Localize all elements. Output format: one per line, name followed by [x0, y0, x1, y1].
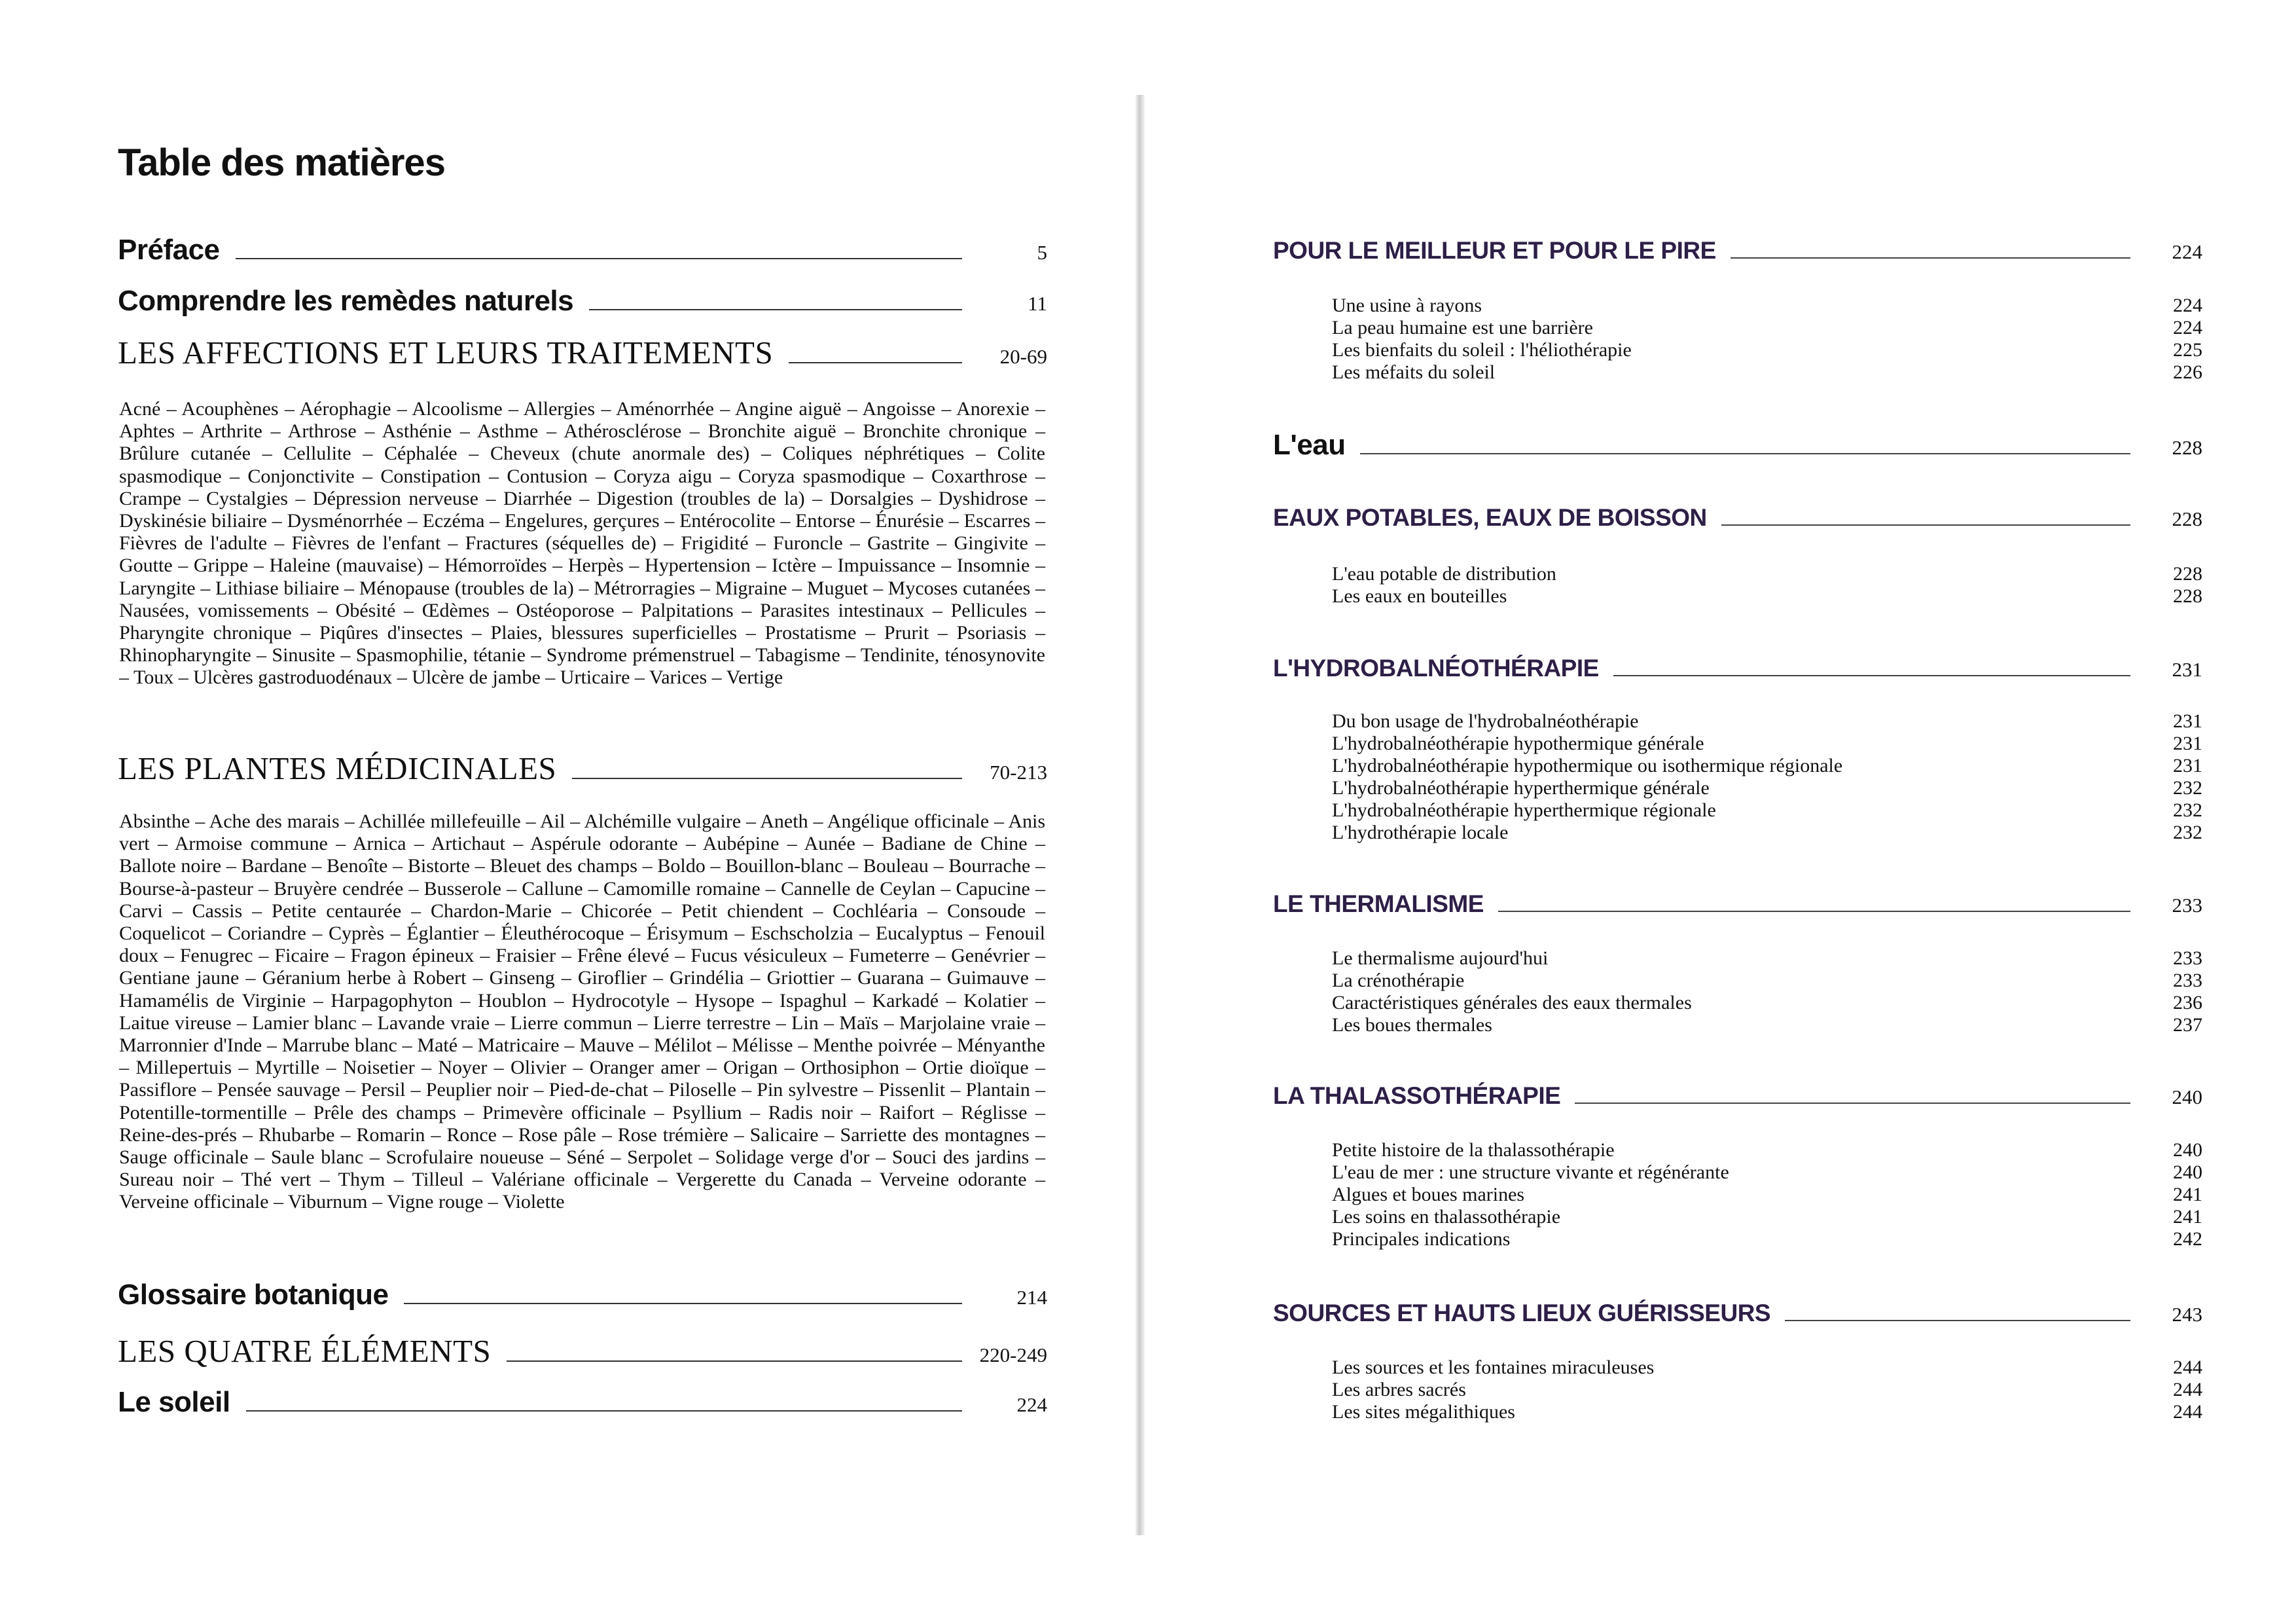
entry-label: Le soleil [118, 1386, 230, 1418]
entry-label: LES QUATRE ÉLÉMENTS [118, 1333, 492, 1369]
section-page: 243 [2172, 1303, 2202, 1326]
section-thermalisme[interactable] [1273, 890, 2202, 918]
section-page: 231 [2172, 658, 2202, 681]
list-item[interactable]: Les sources et les fontaines miraculeuses 244 [1332, 1357, 2202, 1378]
toc-entry-quatre-elements[interactable] [118, 1332, 1047, 1370]
section-sources-lieux[interactable] [1273, 1300, 2202, 1327]
list-item[interactable]: L'hydrobalnéothérapie hyperthermique générale 232 [1332, 777, 2202, 799]
list-item[interactable]: Les bienfaits du soleil : l'héliothérapie 225 [1332, 339, 2202, 361]
list-item[interactable]: Caractéristiques générales des eaux thermales 236 [1332, 992, 2202, 1013]
entry-label: LES PLANTES MÉDICINALES [118, 750, 557, 786]
left-page [111, 95, 1047, 1535]
dot-leader [572, 778, 962, 779]
dot-leader [1785, 1320, 2130, 1321]
dot-leader [1613, 675, 2130, 676]
dot-leader [1498, 911, 2130, 912]
right-page [1273, 95, 2215, 1535]
section-page: 228 [2172, 507, 2202, 530]
list-item[interactable]: Les arbres sacrés 244 [1332, 1379, 2202, 1400]
list-item[interactable]: Une usine à rayons 224 [1332, 295, 2202, 316]
entry-page: 11 [1028, 292, 1047, 315]
dot-leader [589, 309, 962, 310]
page-title: Table des matières [118, 141, 445, 184]
list-item[interactable]: Principales indications 242 [1332, 1228, 2202, 1250]
book-gutter [1136, 95, 1145, 1535]
list-item[interactable]: Les soins en thalassothérapie 241 [1332, 1206, 2202, 1228]
entry-page: 224 [1016, 1393, 1047, 1416]
plantes-list: Absinthe – Ache des marais – Achillée millefeuille – Ail – Alchémille vulgaire – Aneth – Angélique officinale – Anis vert – Armoise commune – Arnica – Artichaut – Aspérule odorante – Aubépine – Aunée – Badiane de Chine – Ballote noire – Bardane – Benoîte – Bistorte – Bleuet des champs – Boldo – Bouillon-blanc – Bouleau – Bourrache – Bourse-à-pasteur – Bruyère cendrée – Busserole – Callune – Camomille romaine – Cannelle de Ceylan – Capucine – Carvi – Cassis – Petite centaurée – Chardon-Marie – Chicorée – Petit chiendent – Cochléaria – Consoude – Coquelicot – Coriandre – Cyprès – Églantier – Éleuthérocoque – Érisymum – Eschscholzia – Eucalyptus – Fenouil doux – Fenugrec – Ficaire – Fragon épineux – Fraisier – Frêne élevé – Fucus vésiculeux – Fumeterre – Genévrier – Gentiane jaune – Géranium herbe à Robert – Ginseng – Giroflier – Grindélia – Griottier – Guarana – Guimauve – Hamamélis de Virginie – Harpagophyton – Houblon – Hydrocotyle – Hysope – Ispaghul – Karkadé – Kolatier – Laitue vireuse – Lamier blanc – Lavande vraie – Lierre commun – Lierre terrestre – Lin – Maïs – Marjolaine vraie – Marronnier d'Inde – Marrube blanc – Maté – Matricaire – Mauve – Mélilot – Mélisse – Menthe poivrée – Ményanthe – Millepertuis – Myrtille – Noisetier – Noyer – Olivier – Oranger amer – Origan – Orthosiphon – Ortie dioïque – Passiflore – Pensée sauvage – Persil – Peuplier noir – Pied-de-chat – Piloselle – Pin sylvestre – Pissenlit – Plantain – Potentille-tormentille – Prêle des champs – Primevère officinale – Psyllium – Radis noir – Raifort – Réglisse – Reine-des-prés – Rhubarbe – Romarin – Ronce – Rose pâle – Rose trémière – Salicaire – Sarriette des montagnes – Sauge officinale – Saule blanc – Scrofulaire noueuse – Séné – Serpolet – Solidage verge d'or – Souci des jardins – Sureau noir – Thé vert – Thym – Tilleul – Valériane officinale – Vergerette du Canada – Verveine odorante – Verveine officinale – Viburnum – Vigne rouge – Violette [119, 811, 1045, 1213]
section-page: 240 [2172, 1085, 2202, 1108]
section-label: LE THERMALISME [1273, 890, 1484, 917]
dot-leader [236, 258, 962, 259]
list-item[interactable]: Le thermalisme aujourd'hui 233 [1332, 947, 2202, 969]
list-item[interactable]: L'hydrobalnéothérapie hypothermique générale 231 [1332, 733, 2202, 754]
subsection-list [1332, 1139, 2202, 1250]
section-page: 224 [2172, 240, 2202, 263]
subsection-list [1332, 710, 2202, 844]
list-item[interactable]: La crénothérapie 233 [1332, 970, 2202, 991]
subsection-list [1332, 563, 2202, 608]
section-label: LA THALASSOTHÉRAPIE [1273, 1082, 1561, 1109]
toc-entry-affections[interactable] [118, 334, 1047, 371]
dot-leader [1731, 257, 2130, 259]
dot-leader [404, 1303, 962, 1304]
list-item[interactable]: Du bon usage de l'hydrobalnéothérapie 231 [1332, 710, 2202, 732]
section-label: L'eau [1273, 429, 1346, 461]
section-label: L'HYDROBALNÉOTHÉRAPIE [1273, 655, 1599, 682]
entry-label: LES AFFECTIONS ET LEURS TRAITEMENTS [118, 335, 774, 371]
section-label: EAUX POTABLES, EAUX DE BOISSON [1273, 504, 1707, 531]
section-thalassotherapie[interactable] [1273, 1082, 2202, 1110]
subsection-list [1332, 295, 2202, 384]
toc-entry-glossaire[interactable] [118, 1279, 1047, 1311]
list-item[interactable]: L'hydrobalnéothérapie hyperthermique régionale 232 [1332, 799, 2202, 821]
section-hydrobalneotherapie[interactable] [1273, 655, 2202, 682]
list-item[interactable]: L'eau de mer : une structure vivante et régénérante 240 [1332, 1161, 2202, 1183]
toc-entry-plantes[interactable] [118, 750, 1047, 787]
toc-entry-comprendre[interactable] [118, 285, 1047, 318]
entry-page: 214 [1016, 1286, 1047, 1309]
list-item[interactable]: Algues et boues marines 241 [1332, 1184, 2202, 1205]
entry-label: Glossaire botanique [118, 1279, 389, 1311]
dot-leader [1360, 453, 2130, 454]
entry-page: 5 [1037, 241, 1047, 264]
entry-page: 20-69 [999, 345, 1047, 368]
dot-leader [1575, 1103, 2130, 1104]
subsection-list [1332, 947, 2202, 1036]
dot-leader [246, 1410, 962, 1412]
subsection-list [1332, 1357, 2202, 1423]
list-item[interactable]: L'eau potable de distribution 228 [1332, 563, 2202, 585]
section-page: 233 [2172, 894, 2202, 917]
section-eaux-potables[interactable] [1273, 504, 2202, 532]
list-item[interactable]: La peau humaine est une barrière 224 [1332, 317, 2202, 338]
section-label: SOURCES ET HAUTS LIEUX GUÉRISSEURS [1273, 1300, 1771, 1326]
section-meilleur-pire[interactable] [1273, 237, 2202, 264]
entry-page: 70-213 [990, 761, 1047, 784]
section-label: POUR LE MEILLEUR ET POUR LE PIRE [1273, 237, 1716, 264]
toc-entry-preface[interactable] [118, 234, 1047, 266]
section-eau[interactable] [1273, 429, 2202, 462]
list-item[interactable]: Les boues thermales 237 [1332, 1014, 2202, 1036]
list-item[interactable]: Les sites mégalithiques 244 [1332, 1401, 2202, 1423]
list-item[interactable]: Petite histoire de la thalassothérapie 240 [1332, 1139, 2202, 1161]
dot-leader [789, 362, 962, 363]
list-item[interactable]: L'hydrobalnéothérapie hypothermique ou isothermique régionale 231 [1332, 755, 2202, 776]
dot-leader [1721, 524, 2130, 526]
list-item[interactable]: Les eaux en bouteilles 228 [1332, 585, 2202, 607]
dot-leader [507, 1360, 962, 1362]
affections-list: Acné – Acouphènes – Aérophagie – Alcoolisme – Allergies – Aménorrhée – Angine aiguë – Angoisse – Anorexie – Aphtes – Arthrite – Arthrose – Asthénie – Asthme – Athérosclérose – Bronchite aiguë – Bronchite chronique – Brûlure cutanée – Cellulite – Céphalée – Cheveux (chute anormale des) – Coliques néphrétiques – Colite spasmodique – Conjonctivite – Constipation – Contusion – Coryza aigu – Coryza spasmodique – Coxarthrose – Crampe – Cystalgies – Dépression nerveuse – Diarrhée – Digestion (troubles de la) – Dorsalgies – Dyshidrose – Dyskinésie biliaire – Dysménorrhée – Eczéma – Engelures, gerçures – Entérocolite – Entorse – Énurésie – Escarres – Fièvres de l'adulte – Fièvres de l'enfant – Fractures (séquelles de) – Frigidité – Furoncle – Gastrite – Gingivite – Goutte – Grippe – Haleine (mauvaise) – Hémorroïdes – Herpès – Hypertension – Ictère – Impuissance – Insomnie – Laryngite – Lithiase biliaire – Ménopause (troubles de la) – Métrorragies – Migraine – Muguet – Mycoses cutanées – Nausées, vomissements – Obésité – Œdèmes – Ostéoporose – Palpitations – Parasites intestinaux – Pellicules – Pharyngite chronique – Piqûres d'insectes – Plaies, blessures superficielles – Prostatisme – Prurit – Psoriasis – Rhinopharyngite – Sinusite – Spasmophilie, tétanie – Syndrome prémenstruel – Tabagisme – Tendinite, ténosynovite – Toux – Ulcères gastroduodénaux – Ulcère de jambe – Urticaire – Varices – Vertige [119, 398, 1045, 689]
section-page: 228 [2172, 436, 2202, 459]
list-item[interactable]: Les méfaits du soleil 226 [1332, 361, 2202, 383]
entry-label: Comprendre les remèdes naturels [118, 285, 574, 317]
entry-label: Préface [118, 234, 220, 266]
list-item[interactable]: L'hydrothérapie locale 232 [1332, 822, 2202, 843]
entry-page: 220-249 [979, 1343, 1047, 1366]
toc-entry-soleil[interactable] [118, 1386, 1047, 1419]
